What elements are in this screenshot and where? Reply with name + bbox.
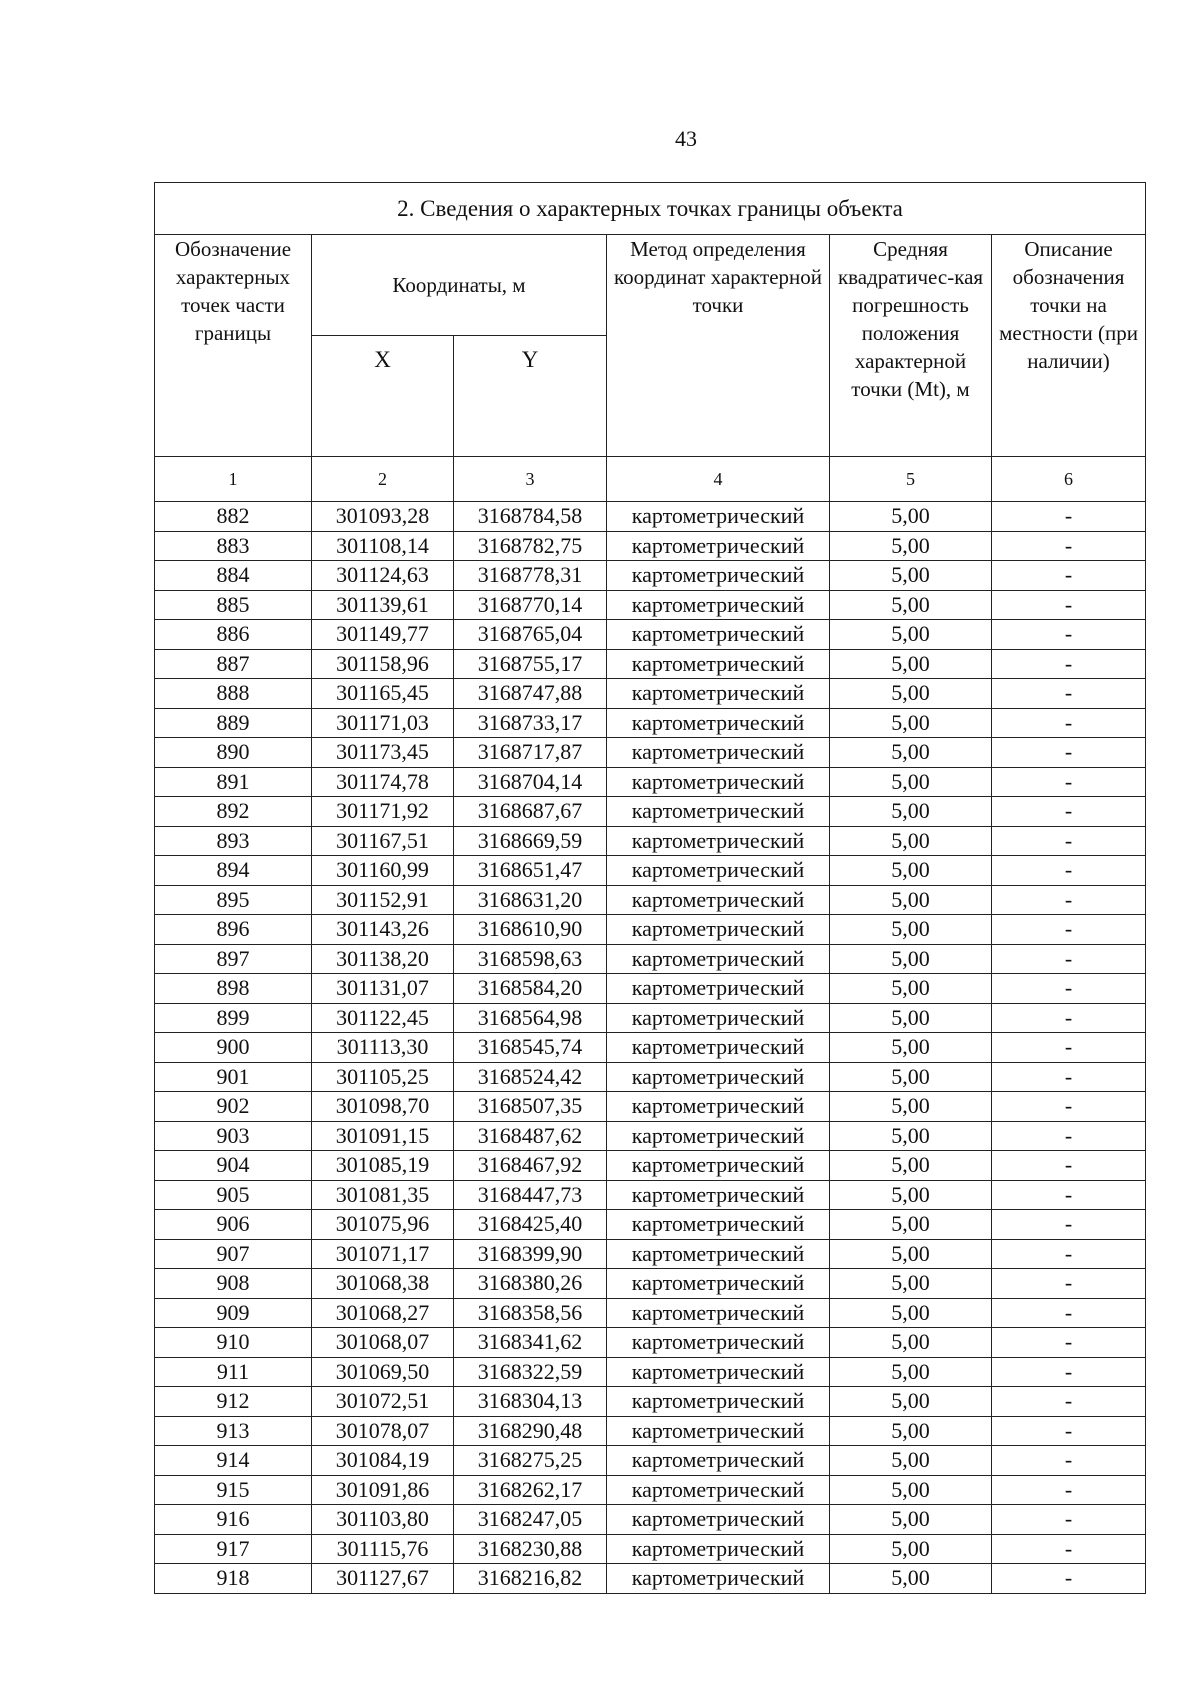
point-id-cell: 885 bbox=[155, 590, 312, 620]
y-coordinate-cell: 3168545,74 bbox=[454, 1033, 607, 1063]
description-cell: - bbox=[992, 767, 1146, 797]
x-coordinate-cell: 301127,67 bbox=[312, 1564, 454, 1594]
error-cell: 5,00 bbox=[830, 1151, 992, 1181]
y-coordinate-cell: 3168425,40 bbox=[454, 1210, 607, 1240]
y-coordinate-cell: 3168765,04 bbox=[454, 620, 607, 650]
y-coordinate-cell: 3168564,98 bbox=[454, 1003, 607, 1033]
description-cell: - bbox=[992, 915, 1146, 945]
column-number: 1 bbox=[155, 457, 312, 502]
x-coordinate-cell: 301105,25 bbox=[312, 1062, 454, 1092]
error-cell: 5,00 bbox=[830, 885, 992, 915]
description-cell: - bbox=[992, 1062, 1146, 1092]
error-cell: 5,00 bbox=[830, 1062, 992, 1092]
method-cell: картометрический bbox=[607, 679, 830, 709]
point-id-cell: 915 bbox=[155, 1475, 312, 1505]
header-point: Обозначение характерных точек части границы bbox=[155, 235, 312, 457]
error-cell: 5,00 bbox=[830, 826, 992, 856]
error-cell: 5,00 bbox=[830, 502, 992, 532]
error-cell: 5,00 bbox=[830, 620, 992, 650]
y-coordinate-cell: 3168704,14 bbox=[454, 767, 607, 797]
table-row bbox=[155, 502, 1146, 532]
boundary-points-table bbox=[154, 182, 1146, 1594]
table-row bbox=[155, 708, 1146, 738]
table-row bbox=[155, 1269, 1146, 1299]
point-id-cell: 896 bbox=[155, 915, 312, 945]
error-cell: 5,00 bbox=[830, 1210, 992, 1240]
table-row bbox=[155, 1092, 1146, 1122]
table-row bbox=[155, 1446, 1146, 1476]
method-cell: картометрический bbox=[607, 1534, 830, 1564]
column-number: 2 bbox=[312, 457, 454, 502]
table-row bbox=[155, 1416, 1146, 1446]
point-id-cell: 901 bbox=[155, 1062, 312, 1092]
y-coordinate-cell: 3168341,62 bbox=[454, 1328, 607, 1358]
point-id-cell: 895 bbox=[155, 885, 312, 915]
error-cell: 5,00 bbox=[830, 1446, 992, 1476]
y-coordinate-cell: 3168717,87 bbox=[454, 738, 607, 768]
y-coordinate-cell: 3168290,48 bbox=[454, 1416, 607, 1446]
error-cell: 5,00 bbox=[830, 1564, 992, 1594]
table-row bbox=[155, 1564, 1146, 1594]
description-cell: - bbox=[992, 708, 1146, 738]
point-id-cell: 918 bbox=[155, 1564, 312, 1594]
method-cell: картометрический bbox=[607, 1446, 830, 1476]
y-coordinate-cell: 3168358,56 bbox=[454, 1298, 607, 1328]
table-row bbox=[155, 1180, 1146, 1210]
error-cell: 5,00 bbox=[830, 915, 992, 945]
error-cell: 5,00 bbox=[830, 1269, 992, 1299]
y-coordinate-cell: 3168447,73 bbox=[454, 1180, 607, 1210]
error-cell: 5,00 bbox=[830, 649, 992, 679]
error-cell: 5,00 bbox=[830, 1239, 992, 1269]
point-id-cell: 905 bbox=[155, 1180, 312, 1210]
description-cell: - bbox=[992, 1475, 1146, 1505]
method-cell: картометрический bbox=[607, 1062, 830, 1092]
x-coordinate-cell: 301167,51 bbox=[312, 826, 454, 856]
point-id-cell: 889 bbox=[155, 708, 312, 738]
x-coordinate-cell: 301072,51 bbox=[312, 1387, 454, 1417]
table-row bbox=[155, 1062, 1146, 1092]
description-cell: - bbox=[992, 1003, 1146, 1033]
point-id-cell: 898 bbox=[155, 974, 312, 1004]
method-cell: картометрический bbox=[607, 1239, 830, 1269]
table-row bbox=[155, 561, 1146, 591]
description-cell: - bbox=[992, 1446, 1146, 1476]
point-id-cell: 917 bbox=[155, 1534, 312, 1564]
method-cell: картометрический bbox=[607, 826, 830, 856]
table-row bbox=[155, 590, 1146, 620]
column-number: 4 bbox=[607, 457, 830, 502]
table-row bbox=[155, 1328, 1146, 1358]
table-row bbox=[155, 738, 1146, 768]
point-id-cell: 883 bbox=[155, 531, 312, 561]
method-cell: картометрический bbox=[607, 649, 830, 679]
point-id-cell: 891 bbox=[155, 767, 312, 797]
table-row bbox=[155, 1505, 1146, 1535]
x-coordinate-cell: 301124,63 bbox=[312, 561, 454, 591]
method-cell: картометрический bbox=[607, 708, 830, 738]
y-coordinate-cell: 3168507,35 bbox=[454, 1092, 607, 1122]
x-coordinate-cell: 301149,77 bbox=[312, 620, 454, 650]
method-cell: картометрический bbox=[607, 1180, 830, 1210]
table-row bbox=[155, 974, 1146, 1004]
x-coordinate-cell: 301075,96 bbox=[312, 1210, 454, 1240]
description-cell: - bbox=[992, 531, 1146, 561]
y-coordinate-cell: 3168524,42 bbox=[454, 1062, 607, 1092]
point-id-cell: 907 bbox=[155, 1239, 312, 1269]
table-row bbox=[155, 1121, 1146, 1151]
error-cell: 5,00 bbox=[830, 738, 992, 768]
header-method: Метод определения координат характерной точки bbox=[607, 235, 830, 457]
point-id-cell: 906 bbox=[155, 1210, 312, 1240]
y-coordinate-cell: 3168782,75 bbox=[454, 531, 607, 561]
y-coordinate-cell: 3168631,20 bbox=[454, 885, 607, 915]
column-number: 3 bbox=[454, 457, 607, 502]
error-cell: 5,00 bbox=[830, 1033, 992, 1063]
table-row bbox=[155, 885, 1146, 915]
description-cell: - bbox=[992, 590, 1146, 620]
point-id-cell: 897 bbox=[155, 944, 312, 974]
point-id-cell: 887 bbox=[155, 649, 312, 679]
x-coordinate-cell: 301068,27 bbox=[312, 1298, 454, 1328]
error-cell: 5,00 bbox=[830, 561, 992, 591]
point-id-cell: 893 bbox=[155, 826, 312, 856]
table-row bbox=[155, 1475, 1146, 1505]
point-id-cell: 916 bbox=[155, 1505, 312, 1535]
description-cell: - bbox=[992, 649, 1146, 679]
method-cell: картометрический bbox=[607, 1033, 830, 1063]
method-cell: картометрический bbox=[607, 561, 830, 591]
method-cell: картометрический bbox=[607, 1387, 830, 1417]
table-row bbox=[155, 1033, 1146, 1063]
x-coordinate-cell: 301131,07 bbox=[312, 974, 454, 1004]
error-cell: 5,00 bbox=[830, 1357, 992, 1387]
point-id-cell: 890 bbox=[155, 738, 312, 768]
description-cell: - bbox=[992, 1328, 1146, 1358]
table-row bbox=[155, 826, 1146, 856]
method-cell: картометрический bbox=[607, 974, 830, 1004]
point-id-cell: 914 bbox=[155, 1446, 312, 1476]
x-coordinate-cell: 301160,99 bbox=[312, 856, 454, 886]
point-id-cell: 882 bbox=[155, 502, 312, 532]
description-cell: - bbox=[992, 974, 1146, 1004]
column-numbers-row bbox=[155, 457, 1146, 502]
description-cell: - bbox=[992, 1092, 1146, 1122]
point-id-cell: 904 bbox=[155, 1151, 312, 1181]
description-cell: - bbox=[992, 1210, 1146, 1240]
method-cell: картометрический bbox=[607, 1151, 830, 1181]
y-coordinate-cell: 3168778,31 bbox=[454, 561, 607, 591]
x-coordinate-cell: 301098,70 bbox=[312, 1092, 454, 1122]
error-cell: 5,00 bbox=[830, 797, 992, 827]
x-coordinate-cell: 301122,45 bbox=[312, 1003, 454, 1033]
y-coordinate-cell: 3168275,25 bbox=[454, 1446, 607, 1476]
error-cell: 5,00 bbox=[830, 1416, 992, 1446]
y-coordinate-cell: 3168747,88 bbox=[454, 679, 607, 709]
method-cell: картометрический bbox=[607, 590, 830, 620]
x-coordinate-cell: 301173,45 bbox=[312, 738, 454, 768]
point-id-cell: 909 bbox=[155, 1298, 312, 1328]
column-number: 6 bbox=[992, 457, 1146, 502]
point-id-cell: 902 bbox=[155, 1092, 312, 1122]
method-cell: картометрический bbox=[607, 1121, 830, 1151]
x-coordinate-cell: 301138,20 bbox=[312, 944, 454, 974]
point-id-cell: 911 bbox=[155, 1357, 312, 1387]
error-cell: 5,00 bbox=[830, 1121, 992, 1151]
error-cell: 5,00 bbox=[830, 590, 992, 620]
point-id-cell: 910 bbox=[155, 1328, 312, 1358]
y-coordinate-cell: 3168669,59 bbox=[454, 826, 607, 856]
header-y: Y bbox=[454, 336, 607, 457]
description-cell: - bbox=[992, 1298, 1146, 1328]
table-body bbox=[155, 502, 1146, 1594]
y-coordinate-cell: 3168784,58 bbox=[454, 502, 607, 532]
x-coordinate-cell: 301171,92 bbox=[312, 797, 454, 827]
table-row bbox=[155, 944, 1146, 974]
y-coordinate-cell: 3168399,90 bbox=[454, 1239, 607, 1269]
table-row bbox=[155, 1534, 1146, 1564]
error-cell: 5,00 bbox=[830, 1387, 992, 1417]
method-cell: картометрический bbox=[607, 856, 830, 886]
description-cell: - bbox=[992, 1505, 1146, 1535]
y-coordinate-cell: 3168304,13 bbox=[454, 1387, 607, 1417]
description-cell: - bbox=[992, 856, 1146, 886]
method-cell: картометрический bbox=[607, 1475, 830, 1505]
table-row bbox=[155, 1298, 1146, 1328]
header-error: Средняя квадратичес-кая погрешность положения характерной точки (Mt), м bbox=[830, 235, 992, 457]
y-coordinate-cell: 3168598,63 bbox=[454, 944, 607, 974]
error-cell: 5,00 bbox=[830, 679, 992, 709]
error-cell: 5,00 bbox=[830, 708, 992, 738]
x-coordinate-cell: 301078,07 bbox=[312, 1416, 454, 1446]
table-row bbox=[155, 531, 1146, 561]
table-row bbox=[155, 1357, 1146, 1387]
description-cell: - bbox=[992, 1180, 1146, 1210]
method-cell: картометрический bbox=[607, 1564, 830, 1594]
header-description: Описание обозначения точки на местности (при наличии) bbox=[992, 235, 1146, 457]
error-cell: 5,00 bbox=[830, 1534, 992, 1564]
method-cell: картометрический bbox=[607, 1416, 830, 1446]
point-id-cell: 900 bbox=[155, 1033, 312, 1063]
error-cell: 5,00 bbox=[830, 1180, 992, 1210]
method-cell: картометрический bbox=[607, 885, 830, 915]
description-cell: - bbox=[992, 561, 1146, 591]
error-cell: 5,00 bbox=[830, 1003, 992, 1033]
x-coordinate-cell: 301093,28 bbox=[312, 502, 454, 532]
point-id-cell: 899 bbox=[155, 1003, 312, 1033]
page-number: 43 bbox=[675, 126, 697, 151]
y-coordinate-cell: 3168467,92 bbox=[454, 1151, 607, 1181]
description-cell: - bbox=[992, 1239, 1146, 1269]
description-cell: - bbox=[992, 885, 1146, 915]
y-coordinate-cell: 3168584,20 bbox=[454, 974, 607, 1004]
x-coordinate-cell: 301081,35 bbox=[312, 1180, 454, 1210]
x-coordinate-cell: 301165,45 bbox=[312, 679, 454, 709]
description-cell: - bbox=[992, 1534, 1146, 1564]
y-coordinate-cell: 3168487,62 bbox=[454, 1121, 607, 1151]
x-coordinate-cell: 301115,76 bbox=[312, 1534, 454, 1564]
x-coordinate-cell: 301091,86 bbox=[312, 1475, 454, 1505]
point-id-cell: 894 bbox=[155, 856, 312, 886]
y-coordinate-cell: 3168770,14 bbox=[454, 590, 607, 620]
method-cell: картометрический bbox=[607, 1092, 830, 1122]
x-coordinate-cell: 301068,38 bbox=[312, 1269, 454, 1299]
x-coordinate-cell: 301069,50 bbox=[312, 1357, 454, 1387]
x-coordinate-cell: 301171,03 bbox=[312, 708, 454, 738]
y-coordinate-cell: 3168610,90 bbox=[454, 915, 607, 945]
method-cell: картометрический bbox=[607, 1003, 830, 1033]
header-coordinates: Координаты, м bbox=[312, 235, 607, 336]
error-cell: 5,00 bbox=[830, 1475, 992, 1505]
x-coordinate-cell: 301091,15 bbox=[312, 1121, 454, 1151]
x-coordinate-cell: 301084,19 bbox=[312, 1446, 454, 1476]
description-cell: - bbox=[992, 1387, 1146, 1417]
description-cell: - bbox=[992, 826, 1146, 856]
method-cell: картометрический bbox=[607, 620, 830, 650]
y-coordinate-cell: 3168322,59 bbox=[454, 1357, 607, 1387]
method-cell: картометрический bbox=[607, 502, 830, 532]
table-row bbox=[155, 767, 1146, 797]
error-cell: 5,00 bbox=[830, 767, 992, 797]
y-coordinate-cell: 3168380,26 bbox=[454, 1269, 607, 1299]
table-row bbox=[155, 856, 1146, 886]
description-cell: - bbox=[992, 1151, 1146, 1181]
y-coordinate-cell: 3168687,67 bbox=[454, 797, 607, 827]
table-row bbox=[155, 649, 1146, 679]
table-row bbox=[155, 1210, 1146, 1240]
method-cell: картометрический bbox=[607, 531, 830, 561]
table-row bbox=[155, 1003, 1146, 1033]
x-coordinate-cell: 301152,91 bbox=[312, 885, 454, 915]
description-cell: - bbox=[992, 738, 1146, 768]
error-cell: 5,00 bbox=[830, 531, 992, 561]
y-coordinate-cell: 3168755,17 bbox=[454, 649, 607, 679]
description-cell: - bbox=[992, 1269, 1146, 1299]
error-cell: 5,00 bbox=[830, 1505, 992, 1535]
column-number: 5 bbox=[830, 457, 992, 502]
description-cell: - bbox=[992, 1416, 1146, 1446]
y-coordinate-cell: 3168230,88 bbox=[454, 1534, 607, 1564]
x-coordinate-cell: 301103,80 bbox=[312, 1505, 454, 1535]
description-cell: - bbox=[992, 944, 1146, 974]
point-id-cell: 908 bbox=[155, 1269, 312, 1299]
table-row bbox=[155, 679, 1146, 709]
description-cell: - bbox=[992, 1033, 1146, 1063]
error-cell: 5,00 bbox=[830, 1328, 992, 1358]
table-row bbox=[155, 1151, 1146, 1181]
method-cell: картометрический bbox=[607, 944, 830, 974]
table-row bbox=[155, 915, 1146, 945]
x-coordinate-cell: 301085,19 bbox=[312, 1151, 454, 1181]
method-cell: картометрический bbox=[607, 1505, 830, 1535]
header-x: X bbox=[312, 336, 454, 457]
error-cell: 5,00 bbox=[830, 944, 992, 974]
method-cell: картометрический bbox=[607, 738, 830, 768]
error-cell: 5,00 bbox=[830, 1298, 992, 1328]
x-coordinate-cell: 301068,07 bbox=[312, 1328, 454, 1358]
x-coordinate-cell: 301108,14 bbox=[312, 531, 454, 561]
error-cell: 5,00 bbox=[830, 1092, 992, 1122]
description-cell: - bbox=[992, 797, 1146, 827]
method-cell: картометрический bbox=[607, 1269, 830, 1299]
method-cell: картометрический bbox=[607, 1328, 830, 1358]
point-id-cell: 888 bbox=[155, 679, 312, 709]
description-cell: - bbox=[992, 1357, 1146, 1387]
x-coordinate-cell: 301174,78 bbox=[312, 767, 454, 797]
table-row bbox=[155, 797, 1146, 827]
point-id-cell: 912 bbox=[155, 1387, 312, 1417]
y-coordinate-cell: 3168262,17 bbox=[454, 1475, 607, 1505]
x-coordinate-cell: 301158,96 bbox=[312, 649, 454, 679]
x-coordinate-cell: 301139,61 bbox=[312, 590, 454, 620]
point-id-cell: 913 bbox=[155, 1416, 312, 1446]
description-cell: - bbox=[992, 620, 1146, 650]
y-coordinate-cell: 3168651,47 bbox=[454, 856, 607, 886]
x-coordinate-cell: 301071,17 bbox=[312, 1239, 454, 1269]
y-coordinate-cell: 3168247,05 bbox=[454, 1505, 607, 1535]
method-cell: картометрический bbox=[607, 797, 830, 827]
description-cell: - bbox=[992, 1564, 1146, 1594]
y-coordinate-cell: 3168733,17 bbox=[454, 708, 607, 738]
table-row bbox=[155, 1387, 1146, 1417]
method-cell: картометрический bbox=[607, 915, 830, 945]
table-row bbox=[155, 620, 1146, 650]
point-id-cell: 892 bbox=[155, 797, 312, 827]
x-coordinate-cell: 301113,30 bbox=[312, 1033, 454, 1063]
method-cell: картометрический bbox=[607, 1210, 830, 1240]
description-cell: - bbox=[992, 502, 1146, 532]
description-cell: - bbox=[992, 1121, 1146, 1151]
table-title: 2. Сведения о характерных точках границы объекта bbox=[155, 183, 1146, 235]
error-cell: 5,00 bbox=[830, 974, 992, 1004]
method-cell: картометрический bbox=[607, 767, 830, 797]
point-id-cell: 884 bbox=[155, 561, 312, 591]
table-row bbox=[155, 1239, 1146, 1269]
point-id-cell: 886 bbox=[155, 620, 312, 650]
x-coordinate-cell: 301143,26 bbox=[312, 915, 454, 945]
y-coordinate-cell: 3168216,82 bbox=[454, 1564, 607, 1594]
error-cell: 5,00 bbox=[830, 856, 992, 886]
description-cell: - bbox=[992, 679, 1146, 709]
method-cell: картометрический bbox=[607, 1298, 830, 1328]
method-cell: картометрический bbox=[607, 1357, 830, 1387]
point-id-cell: 903 bbox=[155, 1121, 312, 1151]
